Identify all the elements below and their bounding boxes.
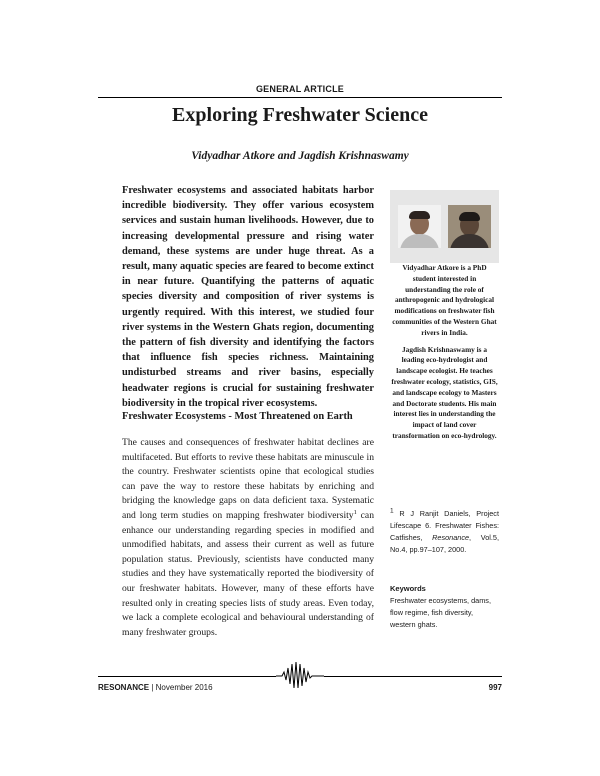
section-label: GENERAL ARTICLE (255, 84, 344, 94)
footer-separator: | (149, 683, 156, 692)
footnote-marker: 1 (353, 508, 357, 516)
footer-issue: November 2016 (155, 683, 213, 692)
author-photos (390, 190, 499, 263)
bio-krishnaswamy: Jagdish Krishnaswamy is a leading eco-hydrologist and landscape ecologist. He teaches freshwater ecology, statistics, GIS, and landscape ecology to Masters and Doctorate students. His main interest lies in understanding the impact of land cover transformation on eco-hydrology. (391, 344, 498, 440)
waveform-icon (276, 658, 324, 692)
article-title: Exploring Freshwater Science (172, 104, 428, 126)
body-text-part: can enhance our understanding regarding species in modified and unmodified habitats, and assess their current as well as future population status. Previously, scientists have conducted many studies and they have systematically reported the biodiversity of our freshwater habitats. However, many of these efforts have resulted only in creating species lists of study areas. Even today, we lack a complete ecological and behavioural understanding of many freshwater groups. (122, 509, 374, 638)
reference-journal: Resonance (432, 533, 470, 542)
article-authors: Vidyadhar Atkore and Jagdish Krishnaswamy (191, 150, 409, 162)
body-text-part: The causes and consequences of freshwater habitat declines are multifaceted. But efforts to revive these habitats are minuscule in the country. Freshwater scientists opine that ecological studies can pave the way to restore these habitats by enriching and bridging the knowledge gaps on data deficient taxa. Systematic and long term studies on mapping freshwater biodiversity (122, 437, 374, 521)
body-paragraph (122, 436, 374, 640)
footer-journal-info (98, 683, 213, 692)
abstract: Freshwater ecosystems and associated habitats harbor incredible biodiversity. They offer various ecosystem services and sustain human livelihoods. However, due to increasing developmental pressure and rising water demand, these systems are under huge threat. As a result, many aquatic species are feared to become extinct in near future. Quantifying the patterns of aquatic species diversity and composition of river systems is urgently required. With this interest, we studied four river systems in the Western Ghats region, documenting the pattern of fish diversity and identifying the factors that influence fish species richness. Maintaining undisturbed streams and river basins, especially headwater regions is crucial for sustaining freshwater biodiversity in the tropical river ecosystems. (122, 185, 374, 409)
reference-text: , Vol.5, No.4, pp.97–107, 2000. (390, 533, 499, 554)
keywords-list: Freshwater ecosystems, dams, flow regime, fish diversity, western ghats. (390, 596, 491, 629)
footer-journal-name: RESONANCE (98, 683, 150, 692)
reference-text: R J Ranjit Daniels, Project Lifescape 6. Freshwater Fishes: Catfishes, (390, 509, 499, 542)
reference-number: 1 (390, 507, 394, 515)
author-photo-atkore (398, 205, 441, 248)
author-bios (390, 263, 499, 448)
author-photo-krishnaswamy (448, 205, 491, 248)
bio-atkore: Vidyadhar Atkore is a PhD student interested in understanding the role of anthropogenic and hydrological modifications on freshwater fish communities of the Western Ghat rivers in India. (392, 263, 497, 337)
section-heading: Freshwater Ecosystems - Most Threatened on Earth (122, 411, 353, 422)
page-number: 997 (488, 683, 502, 692)
header-rule (98, 97, 502, 98)
keywords-heading: Keywords (390, 584, 426, 593)
footnote-reference (390, 508, 499, 556)
body-text (122, 436, 374, 652)
